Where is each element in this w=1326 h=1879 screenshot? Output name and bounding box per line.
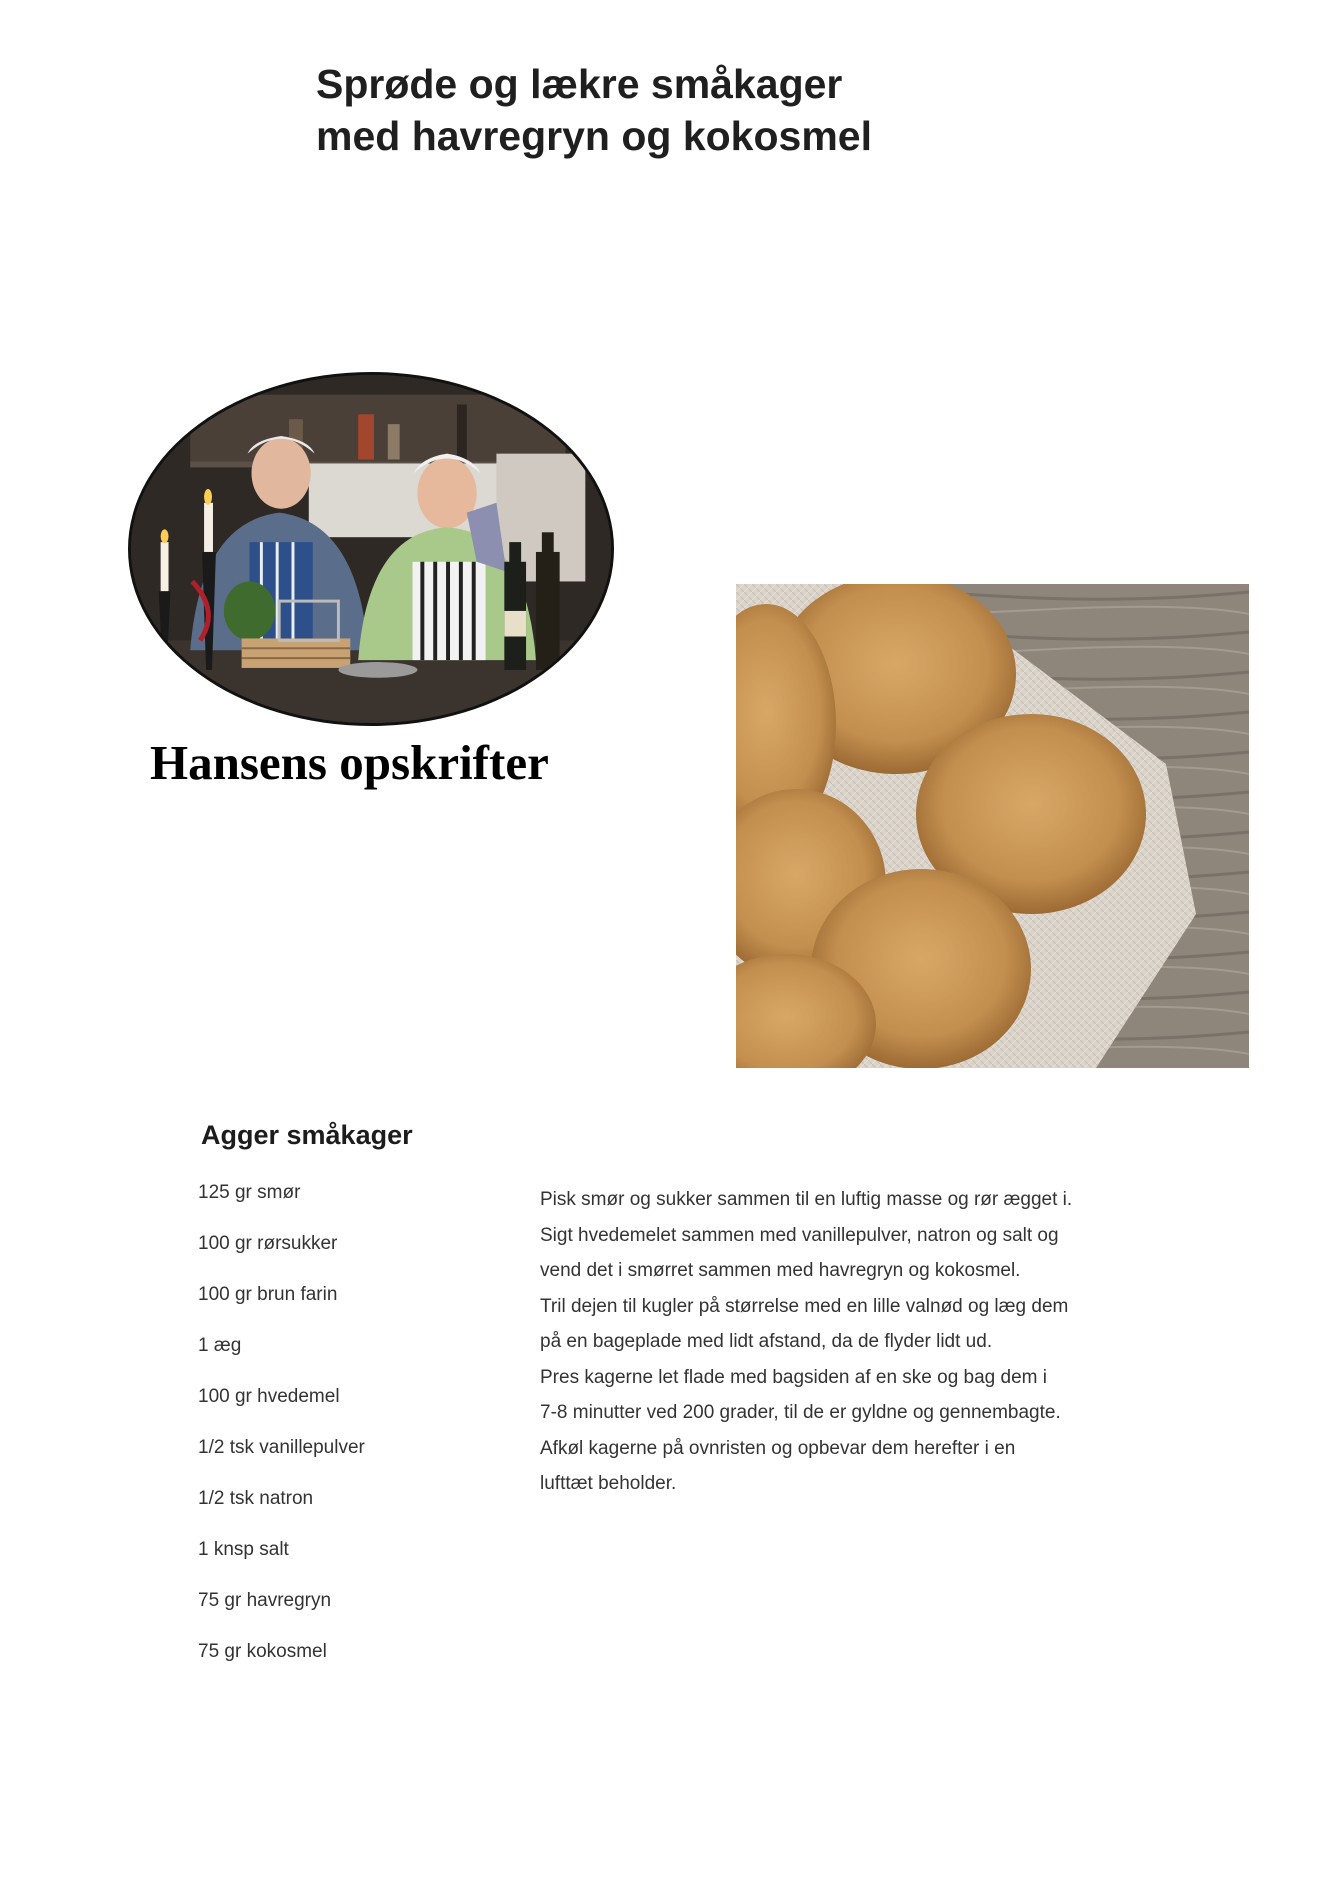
ingredient-item: 100 gr brun farin [198, 1284, 338, 1305]
cookies-photo [736, 584, 1249, 1068]
cooks-photo [128, 372, 614, 726]
ingredient-item: 125 gr smør [198, 1182, 301, 1203]
method-line: 7-8 minutter ved 200 grader, til de er gyldne og gennembagte. [540, 1402, 1061, 1423]
page-title-line-1: Sprøde og lækre småkager [316, 61, 843, 107]
ingredient-item: 1/2 tsk vanillepulver [198, 1437, 365, 1458]
recipe-title: Agger småkager [201, 1120, 413, 1150]
method-line: lufttæt beholder. [540, 1473, 677, 1494]
brand-name: Hansens opskrifter [150, 735, 549, 790]
method-text [540, 1188, 1160, 1508]
method-line: Pisk smør og sukker sammen til en luftig masse og rør ægget i. [540, 1189, 1073, 1210]
method-line: på en bageplade med lidt afstand, da de flyder lidt ud. [540, 1331, 993, 1352]
method-line: Sigt hvedemelet sammen med vanillepulver, natron og salt og [540, 1224, 1059, 1246]
page-title [316, 58, 1016, 162]
ingredient-list [198, 1181, 365, 1691]
ingredient-item: 75 gr havregryn [198, 1590, 332, 1611]
ingredient-item: 75 gr kokosmel [198, 1641, 327, 1662]
method-line: Afkøl kagerne på ovnristen og opbevar dem herefter i en [540, 1437, 1016, 1459]
method-line: Tril dejen til kugler på størrelse med en lille valnød og læg dem [540, 1295, 1069, 1317]
page-title-line-2: med havregryn og kokosmel [316, 113, 872, 159]
method-line: Pres kagerne let flade med bagsiden af en ske og bag dem i [540, 1366, 1047, 1388]
ingredient-item: 100 gr rørsukker [198, 1233, 338, 1254]
ingredient-item: 100 gr hvedemel [198, 1386, 340, 1407]
ingredient-item: 1 æg [198, 1335, 242, 1356]
method-line: vend det i smørret sammen med havregryn og kokosmel. [540, 1260, 1021, 1281]
ingredient-item: 1/2 tsk natron [198, 1488, 314, 1509]
ingredient-item: 1 knsp salt [198, 1539, 289, 1560]
